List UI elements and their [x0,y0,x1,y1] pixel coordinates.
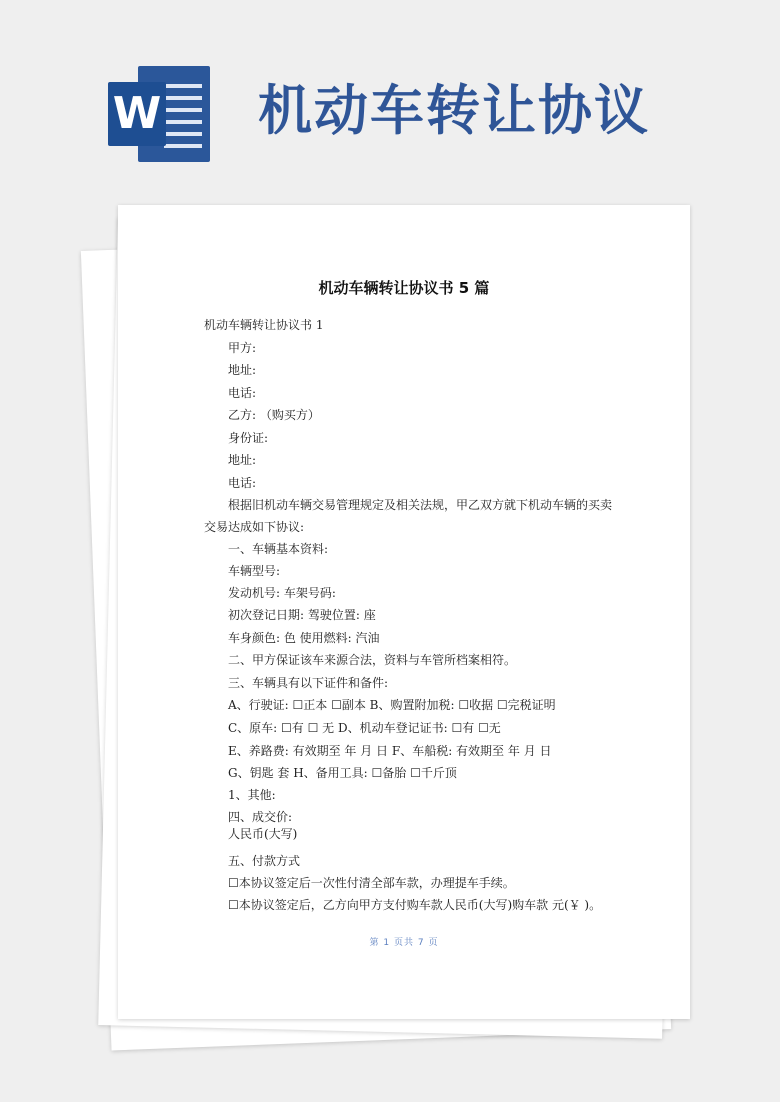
vehicle-model-field: 车辆型号: [228,564,281,578]
party-b-phone-field: 电话: [228,476,257,490]
party-a-address-field: 地址: [228,363,257,377]
banner [0,0,780,200]
color-fuel-field: 车身颜色: 色 使用燃料: 汽油 [228,631,380,645]
clause-line: 二、甲方保证该车来源合法，资料与车管所档案相符。 [228,653,517,667]
word-letter-tile: W [108,82,166,146]
checkbox-line: ☐本协议签定后，乙方向甲方支付购车款人民币(大写)购车款 元(￥ )。 [228,898,602,912]
checkbox-line: ☐本协议签定后一次性付清全部车款，办理提车手续。 [228,876,515,890]
doc-line [164,120,202,124]
paragraph-line: 根据旧机动车辆交易管理规定及相关法规，甲乙双方就下机动车辆的买卖 [228,498,613,512]
validity-line: E、养路费: 有效期至 年 月 日 F、车船税: 有效期至 年 月 日 [228,744,552,758]
section-heading: 机动车辆转让协议书 1 [204,318,324,332]
clause-heading: 三、车辆具有以下证件和备件: [228,676,389,690]
checkbox-line: C、原车: ☐有 ☐ 无 D、机动车登记证书: ☐有 ☐无 [228,721,501,735]
party-a-field: 甲方: [228,341,257,355]
id-card-field: 身份证: [228,431,269,445]
price-field: 人民币(大写) [228,827,298,841]
banner-title: 机动车转让协议 [258,79,650,142]
doc-line [164,108,202,112]
document-page [118,205,690,1019]
word-logo-icon [108,66,210,162]
party-b-address-field: 地址: [228,453,257,467]
clause-heading: 四、成交价: [228,810,293,824]
doc-line [164,96,202,100]
clause-heading: 一、车辆基本资料: [228,542,329,556]
page-footer: 第 1 页共 7 页 [369,938,439,948]
party-b-field: 乙方: （购买方） [228,408,320,422]
checkbox-line: A、行驶证: ☐正本 ☐副本 B、购置附加税: ☐收据 ☐完税证明 [228,698,556,712]
doc-line [164,84,202,88]
document-title: 机动车辆转让协议书 5 篇 [318,279,490,297]
doc-line [164,132,202,136]
doc-line [164,144,202,148]
paragraph-line: 交易达成如下协议: [204,520,305,534]
clause-heading: 五、付款方式 [228,854,301,868]
registration-field: 初次登记日期: 驾驶位置: 座 [228,608,376,622]
other-field: 1、其他: [228,788,276,802]
checkbox-line: G、钥匙 套 H、备用工具: ☐备胎 ☐千斤顶 [228,766,457,780]
party-a-phone-field: 电话: [228,386,257,400]
engine-frame-field: 发动机号: 车架号码: [228,586,336,600]
